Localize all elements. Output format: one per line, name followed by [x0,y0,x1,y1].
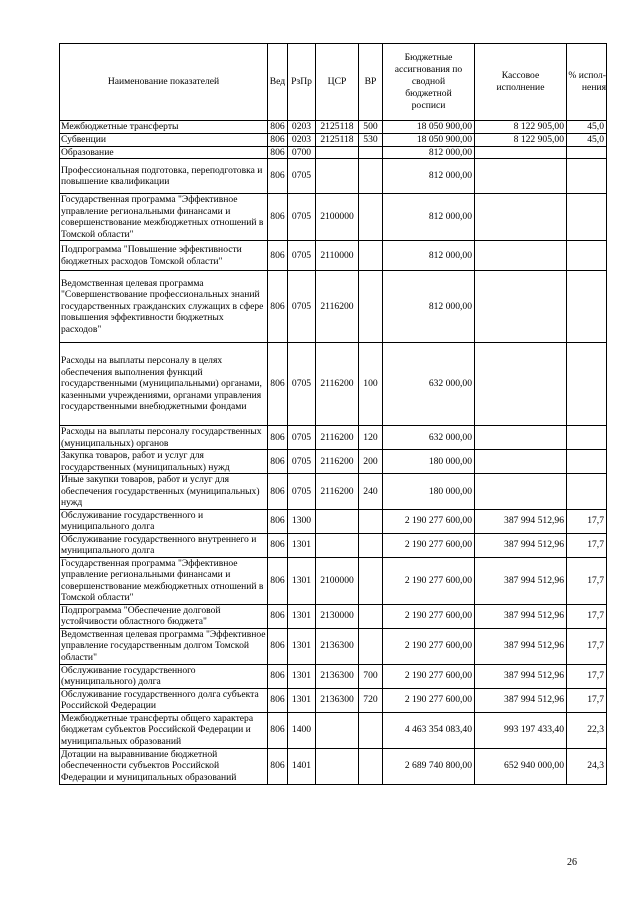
cell-name: Межбюджетные трансферты [60,121,268,134]
cell-ved: 806 [268,271,288,343]
cell-plan: 812 000,00 [383,194,475,241]
cell-ved: 806 [268,450,288,474]
cell-rzpr: 0700 [288,146,316,159]
cell-plan: 812 000,00 [383,271,475,343]
cell-ved: 806 [268,604,288,628]
table-row [60,533,607,557]
cell-pct: 17,7 [567,533,607,557]
table-row [60,712,607,748]
cell-csr: 2100000 [316,557,359,604]
table-row [60,628,607,664]
cell-plan: 2 190 277 600,00 [383,557,475,604]
cell-pct [567,343,607,426]
cell-vr: 530 [359,133,383,146]
cell-plan: 4 463 354 083,40 [383,712,475,748]
table-row [60,474,607,510]
cell-cash: 652 940 000,00 [475,748,567,784]
cell-name: Дотации на выравнивание бюджетной обеспеченности субъектов Российской Федерации и муниципальных образований [60,748,268,784]
cell-ved: 806 [268,241,288,271]
header-name: Наименование показателей [60,44,268,121]
cell-csr: 2136300 [316,628,359,664]
header-rzpr: РзПр [288,44,316,121]
cell-name: Иные закупки товаров, работ и услуг для обеспечения государственных (муниципальных) нужд [60,474,268,510]
cell-plan: 18 050 900,00 [383,133,475,146]
cell-rzpr: 0705 [288,474,316,510]
cell-rzpr: 0705 [288,343,316,426]
cell-vr: 500 [359,121,383,134]
cell-csr: 2110000 [316,241,359,271]
cell-name: Государственная программа "Эффективное управление региональными финансами и совершенствование межбюджетных отношений в Томской области" [60,194,268,241]
cell-rzpr: 1301 [288,533,316,557]
cell-rzpr: 0705 [288,241,316,271]
cell-plan: 180 000,00 [383,474,475,510]
cell-name: Обслуживание государственного и муниципального долга [60,509,268,533]
cell-plan: 2 190 277 600,00 [383,509,475,533]
cell-cash: 8 122 905,00 [475,133,567,146]
cell-rzpr: 1301 [288,604,316,628]
cell-csr: 2116200 [316,426,359,450]
cell-rzpr: 1300 [288,509,316,533]
cell-name: Образование [60,146,268,159]
cell-ved: 806 [268,474,288,510]
cell-rzpr: 1401 [288,748,316,784]
cell-csr: 2116200 [316,474,359,510]
table-row [60,748,607,784]
cell-pct: 17,7 [567,628,607,664]
cell-vr [359,628,383,664]
table-row [60,343,607,426]
cell-pct: 17,7 [567,604,607,628]
cell-csr [316,712,359,748]
cell-plan: 2 190 277 600,00 [383,664,475,688]
cell-rzpr: 0203 [288,121,316,134]
cell-vr [359,712,383,748]
cell-plan: 2 190 277 600,00 [383,628,475,664]
cell-vr [359,159,383,194]
cell-csr: 2100000 [316,194,359,241]
cell-csr: 2116200 [316,271,359,343]
cell-cash [475,146,567,159]
cell-ved: 806 [268,664,288,688]
cell-cash: 387 994 512,96 [475,557,567,604]
cell-pct [567,271,607,343]
cell-csr: 2136300 [316,664,359,688]
cell-vr [359,271,383,343]
cell-csr: 2125118 [316,121,359,134]
cell-pct [567,241,607,271]
cell-ved: 806 [268,133,288,146]
cell-pct [567,426,607,450]
cell-name: Ведомственная целевая программа "Совершенствование профессиональных знаний государственных гражданских служащих в сфере повышения эффективности бюджетных расходов" [60,271,268,343]
cell-csr: 2116200 [316,343,359,426]
cell-name: Расходы на выплаты персоналу государственных (муниципальных) органов [60,426,268,450]
cell-pct: 22,3 [567,712,607,748]
cell-rzpr: 0705 [288,194,316,241]
cell-ved: 806 [268,628,288,664]
table-row [60,426,607,450]
cell-rzpr: 0705 [288,271,316,343]
cell-rzpr: 0705 [288,426,316,450]
cell-plan: 18 050 900,00 [383,121,475,134]
cell-rzpr: 1301 [288,688,316,712]
cell-vr [359,194,383,241]
cell-name: Межбюджетные трансферты общего характера бюджетам субъектов Российской Федерации и муниципальных образований [60,712,268,748]
cell-pct: 17,7 [567,509,607,533]
cell-cash: 387 994 512,96 [475,533,567,557]
cell-name: Закупка товаров, работ и услуг для государственных (муниципальных) нужд [60,450,268,474]
cell-csr [316,748,359,784]
cell-plan: 632 000,00 [383,426,475,450]
cell-pct: 17,7 [567,688,607,712]
cell-name: Обслуживание государственного внутреннего и муниципального долга [60,533,268,557]
cell-cash [475,343,567,426]
cell-cash: 387 994 512,96 [475,509,567,533]
cell-pct: 17,7 [567,557,607,604]
cell-cash [475,241,567,271]
cell-vr: 200 [359,450,383,474]
header-cash: Кассовое исполнение [475,44,567,121]
cell-vr: 700 [359,664,383,688]
cell-ved: 806 [268,343,288,426]
cell-csr: 2130000 [316,604,359,628]
header-plan: Бюджетные ассигнования по сводной бюджетной росписи [383,44,475,121]
cell-vr: 100 [359,343,383,426]
table-row [60,194,607,241]
cell-vr [359,604,383,628]
table-row [60,688,607,712]
cell-vr: 240 [359,474,383,510]
cell-name: Подпрограмма "Повышение эффективности бюджетных расходов Томской области" [60,241,268,271]
cell-ved: 806 [268,533,288,557]
cell-cash [475,194,567,241]
cell-pct [567,450,607,474]
cell-vr [359,241,383,271]
cell-rzpr: 0705 [288,159,316,194]
table-row [60,159,607,194]
cell-ved: 806 [268,748,288,784]
cell-csr [316,146,359,159]
cell-cash [475,474,567,510]
table-row [60,557,607,604]
cell-plan: 2 190 277 600,00 [383,533,475,557]
cell-ved: 806 [268,194,288,241]
table-row [60,664,607,688]
cell-cash: 387 994 512,96 [475,664,567,688]
cell-vr: 120 [359,426,383,450]
header-pct: % испол-нения [567,44,607,121]
table-row [60,121,607,134]
cell-plan: 812 000,00 [383,146,475,159]
cell-rzpr: 0705 [288,450,316,474]
cell-name: Обслуживание государственного (муниципального) долга [60,664,268,688]
cell-csr: 2116200 [316,450,359,474]
cell-ved: 806 [268,688,288,712]
cell-pct: 45,0 [567,121,607,134]
cell-name: Расходы на выплаты персоналу в целях обеспечения выполнения функций государственными (муниципальными) органами, казенными учреждениями, органами управления государственными внебюджетными фондами [60,343,268,426]
cell-pct [567,159,607,194]
cell-pct [567,474,607,510]
cell-csr [316,509,359,533]
cell-csr [316,533,359,557]
cell-ved: 806 [268,426,288,450]
cell-vr [359,533,383,557]
cell-cash [475,271,567,343]
cell-cash [475,450,567,474]
cell-name: Субвенции [60,133,268,146]
cell-vr [359,509,383,533]
cell-pct [567,146,607,159]
cell-cash: 387 994 512,96 [475,688,567,712]
table-row [60,133,607,146]
page-number: 26 [567,857,577,868]
cell-vr [359,557,383,604]
cell-plan: 2 190 277 600,00 [383,604,475,628]
cell-pct: 24,3 [567,748,607,784]
cell-vr [359,146,383,159]
table-row [60,271,607,343]
table-row [60,509,607,533]
table-body [60,121,607,785]
cell-ved: 806 [268,159,288,194]
header-csr: ЦСР [316,44,359,121]
cell-name: Подпрограмма "Обеспечение долговой устойчивости областного бюджета" [60,604,268,628]
table-row [60,146,607,159]
budget-table [59,43,607,785]
cell-ved: 806 [268,146,288,159]
cell-cash [475,426,567,450]
cell-ved: 806 [268,712,288,748]
cell-cash [475,159,567,194]
cell-rzpr: 0203 [288,133,316,146]
cell-ved: 806 [268,509,288,533]
cell-ved: 806 [268,121,288,134]
header-ved: Вед [268,44,288,121]
cell-plan: 632 000,00 [383,343,475,426]
cell-vr [359,748,383,784]
cell-name: Ведомственная целевая программа "Эффективное управление государственным долгом Томской области" [61,628,266,663]
cell-pct [567,194,607,241]
cell-csr [316,159,359,194]
cell-name: Государственная программа "Эффективное управление региональными финансами и совершенствование межбюджетных отношений в Томской области" [60,557,268,604]
cell-name: Профессиональная подготовка, переподготовка и повышение квалификации [60,159,268,194]
header-vr: ВР [359,44,383,121]
cell-rzpr: 1400 [288,712,316,748]
cell-plan: 2 190 277 600,00 [383,688,475,712]
table-row [60,450,607,474]
cell-plan: 180 000,00 [383,450,475,474]
cell-rzpr: 1301 [288,664,316,688]
cell-vr: 720 [359,688,383,712]
table-row [60,604,607,628]
cell-ved: 806 [268,557,288,604]
cell-plan: 2 689 740 800,00 [383,748,475,784]
table-row [60,241,607,271]
cell-plan: 812 000,00 [383,241,475,271]
cell-csr: 2136300 [316,688,359,712]
table-header-row [60,44,607,121]
cell-rzpr: 1301 [288,557,316,604]
cell-cash: 8 122 905,00 [475,121,567,134]
cell-pct: 45,0 [567,133,607,146]
cell-cash: 387 994 512,96 [475,628,567,664]
cell-pct: 17,7 [567,664,607,688]
cell-csr: 2125118 [316,133,359,146]
cell-cash: 387 994 512,96 [475,604,567,628]
cell-rzpr: 1301 [288,628,316,664]
cell-plan: 812 000,00 [383,159,475,194]
cell-name: Обслуживание государственного долга субъекта Российской Федерации [60,688,268,712]
cell-cash: 993 197 433,40 [475,712,567,748]
